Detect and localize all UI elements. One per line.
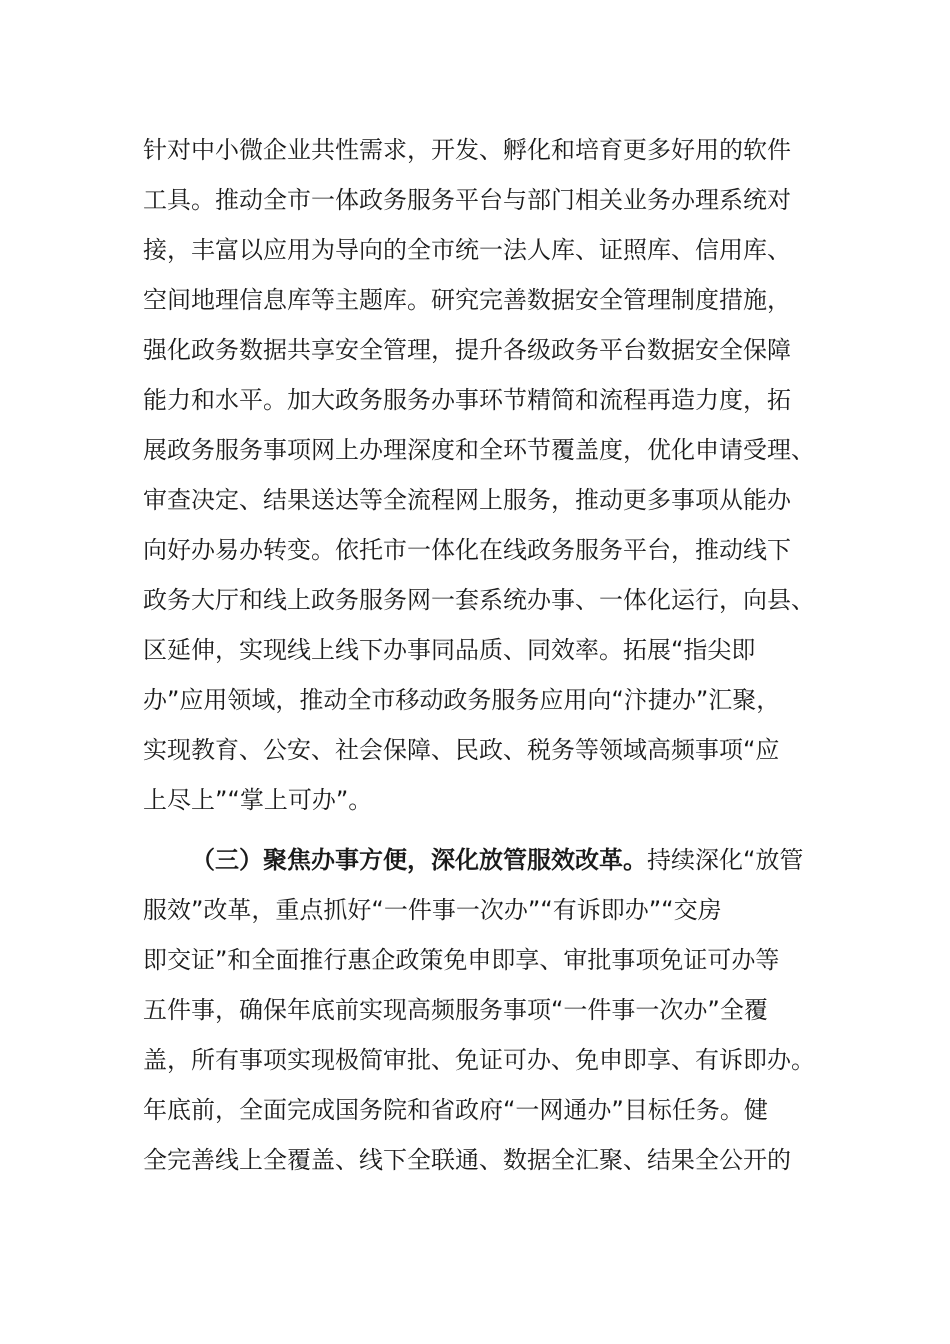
paragraph-line: 全完善线上全覆盖、线下全联通、数据全汇聚、结果全公开的	[143, 1146, 791, 1174]
paragraph-line: 服效”改革，重点抓好“一件事一次办”“有诉即办”“交房	[143, 896, 722, 924]
paragraph-line: 政务大厅和线上政务服务网一套系统办事、一体化运行，向县、	[143, 586, 815, 614]
paragraph-line: 向好办易办转变。依托市一体化在线政务服务平台，推动线下	[143, 536, 791, 564]
section-heading-continuation: 持续深化“放管	[647, 846, 804, 874]
paragraph-line: 五件事，确保年底前实现高频服务事项“一件事一次办”全覆	[143, 996, 768, 1024]
paragraph-line: 空间地理信息库等主题库。研究完善数据安全管理制度措施，	[143, 286, 791, 314]
paragraph-line: 即交证”和全面推行惠企政策免申即享、审批事项免证可办等	[143, 946, 780, 974]
paragraph-line: 上尽上”“掌上可办”。	[143, 786, 373, 814]
paragraph-line: 年底前，全面完成国务院和省政府“一网通办”目标任务。健	[143, 1096, 768, 1124]
paragraph-line: 展政务服务事项网上办理深度和全环节覆盖度，优化申请受理、	[143, 436, 815, 464]
paragraph-line: 工具。推动全市一体政务服务平台与部门相关业务办理系统对	[143, 186, 791, 214]
paragraph-gap	[143, 825, 823, 835]
section-heading-line	[143, 835, 823, 885]
paragraph-line: 审查决定、结果送达等全流程网上服务，推动更多事项从能办	[143, 486, 791, 514]
paragraph-line: 办”应用领域，推动全市移动政务服务应用向“汴捷办”汇聚，	[143, 686, 781, 714]
paragraph-line: 强化政务数据共享安全管理，提升各级政务平台数据安全保障	[143, 336, 791, 364]
paragraph-line: 能力和水平。加大政务服务办事环节精简和流程再造力度，拓	[143, 386, 791, 414]
paragraph-line: 实现教育、公安、社会保障、民政、税务等领域高频事项“应	[143, 736, 780, 764]
document-body	[143, 125, 823, 1185]
paragraph-line: 接，丰富以应用为导向的全市统一法人库、证照库、信用库、	[143, 236, 791, 264]
paragraph-line: 针对中小微企业共性需求，开发、孵化和培育更多好用的软件	[143, 136, 791, 164]
paragraph-line: 区延伸，实现线上线下办事同品质、同效率。拓展“指尖即	[143, 636, 756, 664]
section-heading: （三）聚焦办事方便，深化放管服效改革。	[191, 846, 647, 874]
paragraph-line: 盖，所有事项实现极简审批、免证可办、免申即享、有诉即办。	[143, 1046, 815, 1074]
